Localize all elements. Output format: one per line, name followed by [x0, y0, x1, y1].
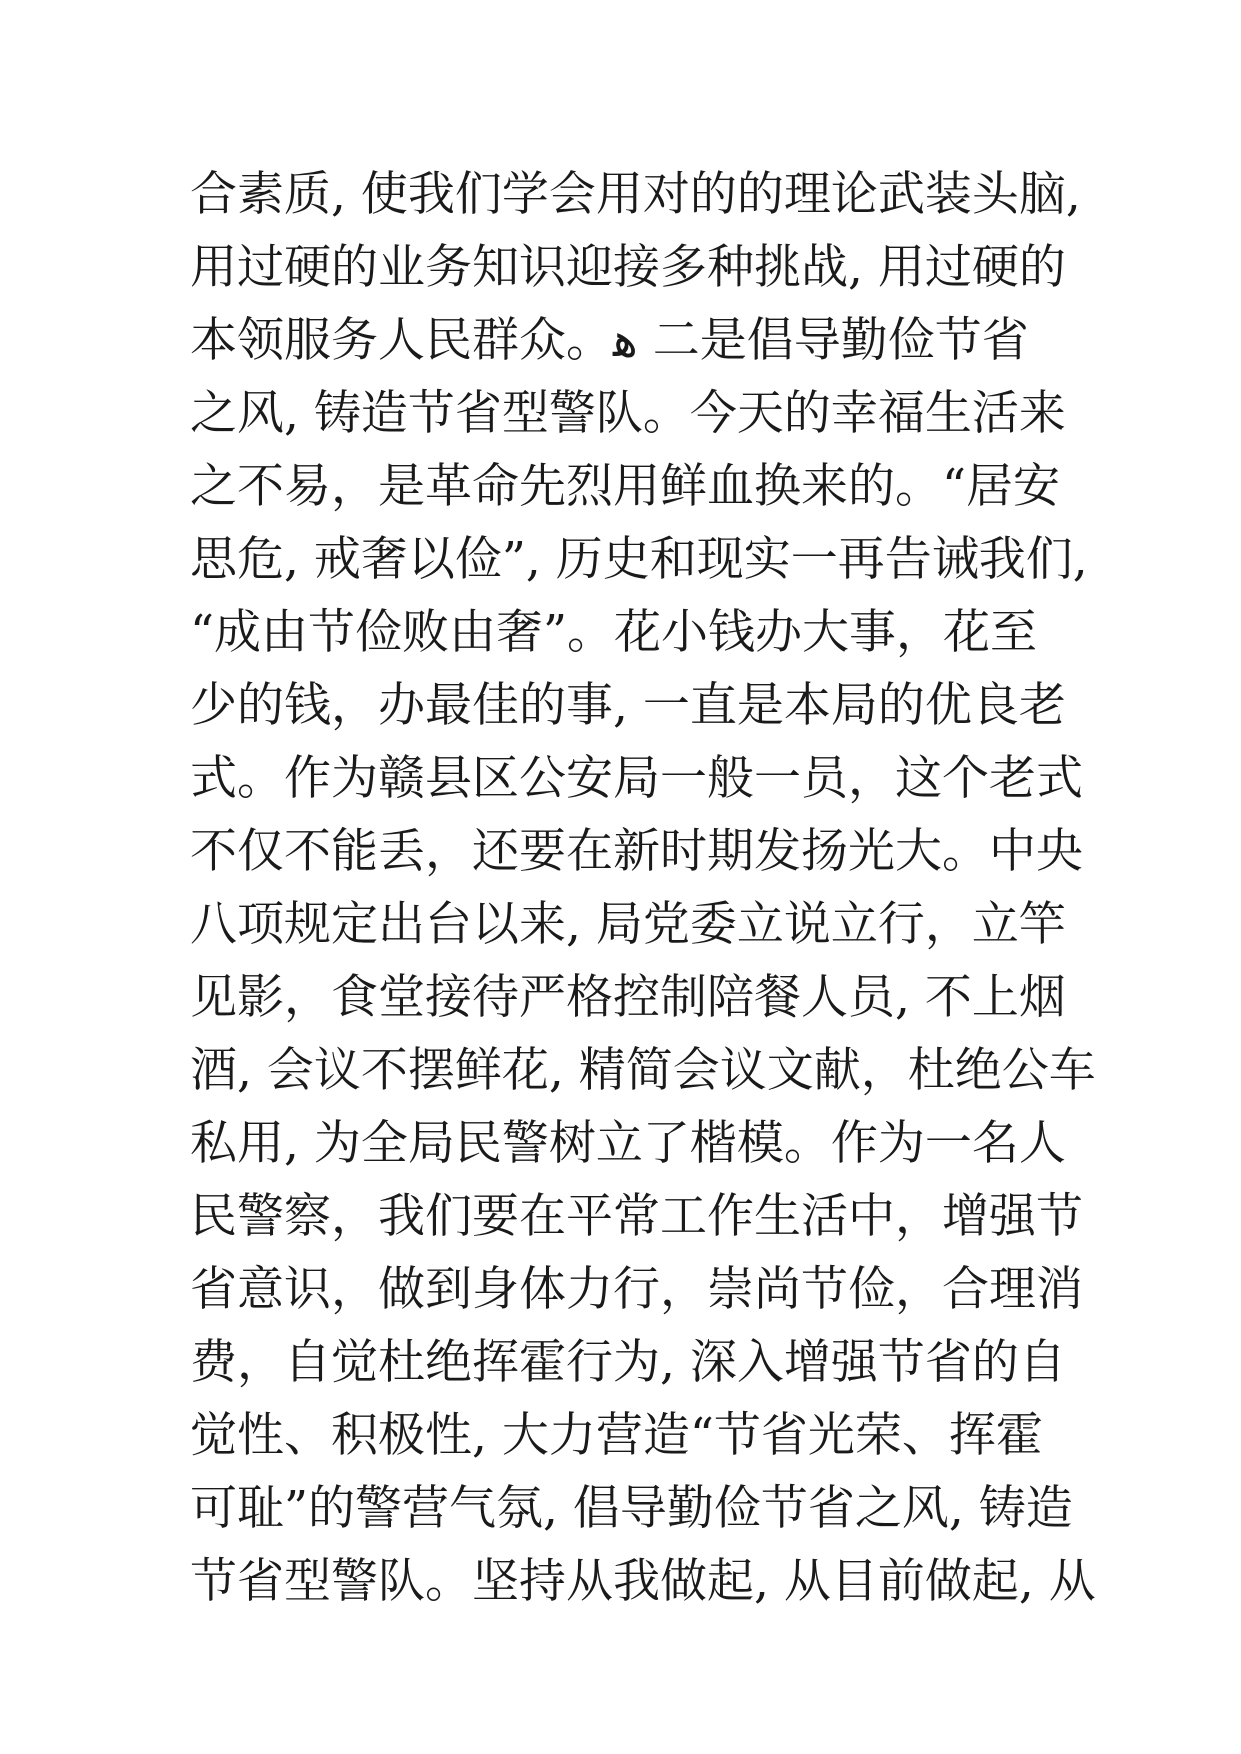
body-text: [190, 158, 1096, 1618]
text-line: 酒, 会议不摆鲜花, 精简会议文献，杜绝公车: [190, 1043, 1096, 1098]
text-line: “成由节俭败由奢”。花小钱办大事，花至: [190, 605, 1038, 660]
text-line: 省意识，做到身体力行，崇尚节俭，合理消: [190, 1262, 1083, 1317]
text-line: 节省型警队。坚持从我做起, 从目前做起, 从: [190, 1554, 1096, 1609]
text-line: 八项规定出台以来, 局党委立说立行，立竿: [190, 897, 1066, 952]
text-line: 式。作为赣县区公安局一般一员，这个老式: [190, 751, 1083, 806]
text-line: 觉性、积极性, 大力营造“节省光荣、挥霍: [190, 1408, 1043, 1463]
text-line: 见影，食堂接待严格控制陪餐人员, 不上烟: [190, 970, 1066, 1025]
text-line: 私用, 为全局民警树立了楷模。作为一名人: [190, 1116, 1066, 1171]
text-line: 费，自觉杜绝挥霍行为, 深入增强节省的自: [190, 1335, 1066, 1390]
text-line: 用过硬的业务知识迎接多种挑战, 用过硬的: [190, 240, 1066, 295]
text-line: 可耻”的警营气氛, 倡导勤俭节省之风, 铸造: [190, 1481, 1073, 1536]
text-line: 民警察，我们要在平常工作生活中，增强节: [190, 1189, 1083, 1244]
text-line: 本领服务人民群众。ﻫ 二是倡导勤俭节省: [190, 313, 1029, 368]
text-line: 之不易，是革命先烈用鲜血换来的。“居安: [190, 459, 1061, 514]
text-line: 少的钱，办最佳的事, 一直是本局的优良老: [190, 678, 1066, 733]
text-line: 思危, 戒奢以俭”, 历史和现实一再告诫我们,: [190, 532, 1088, 587]
text-line: 不仅不能丢，还要在新时期发扬光大。中央: [190, 824, 1083, 879]
text-line: 之风, 铸造节省型警队。今天的幸福生活来: [190, 386, 1066, 441]
text-line: 合素质, 使我们学会用对的的理论武装头脑,: [190, 167, 1081, 222]
